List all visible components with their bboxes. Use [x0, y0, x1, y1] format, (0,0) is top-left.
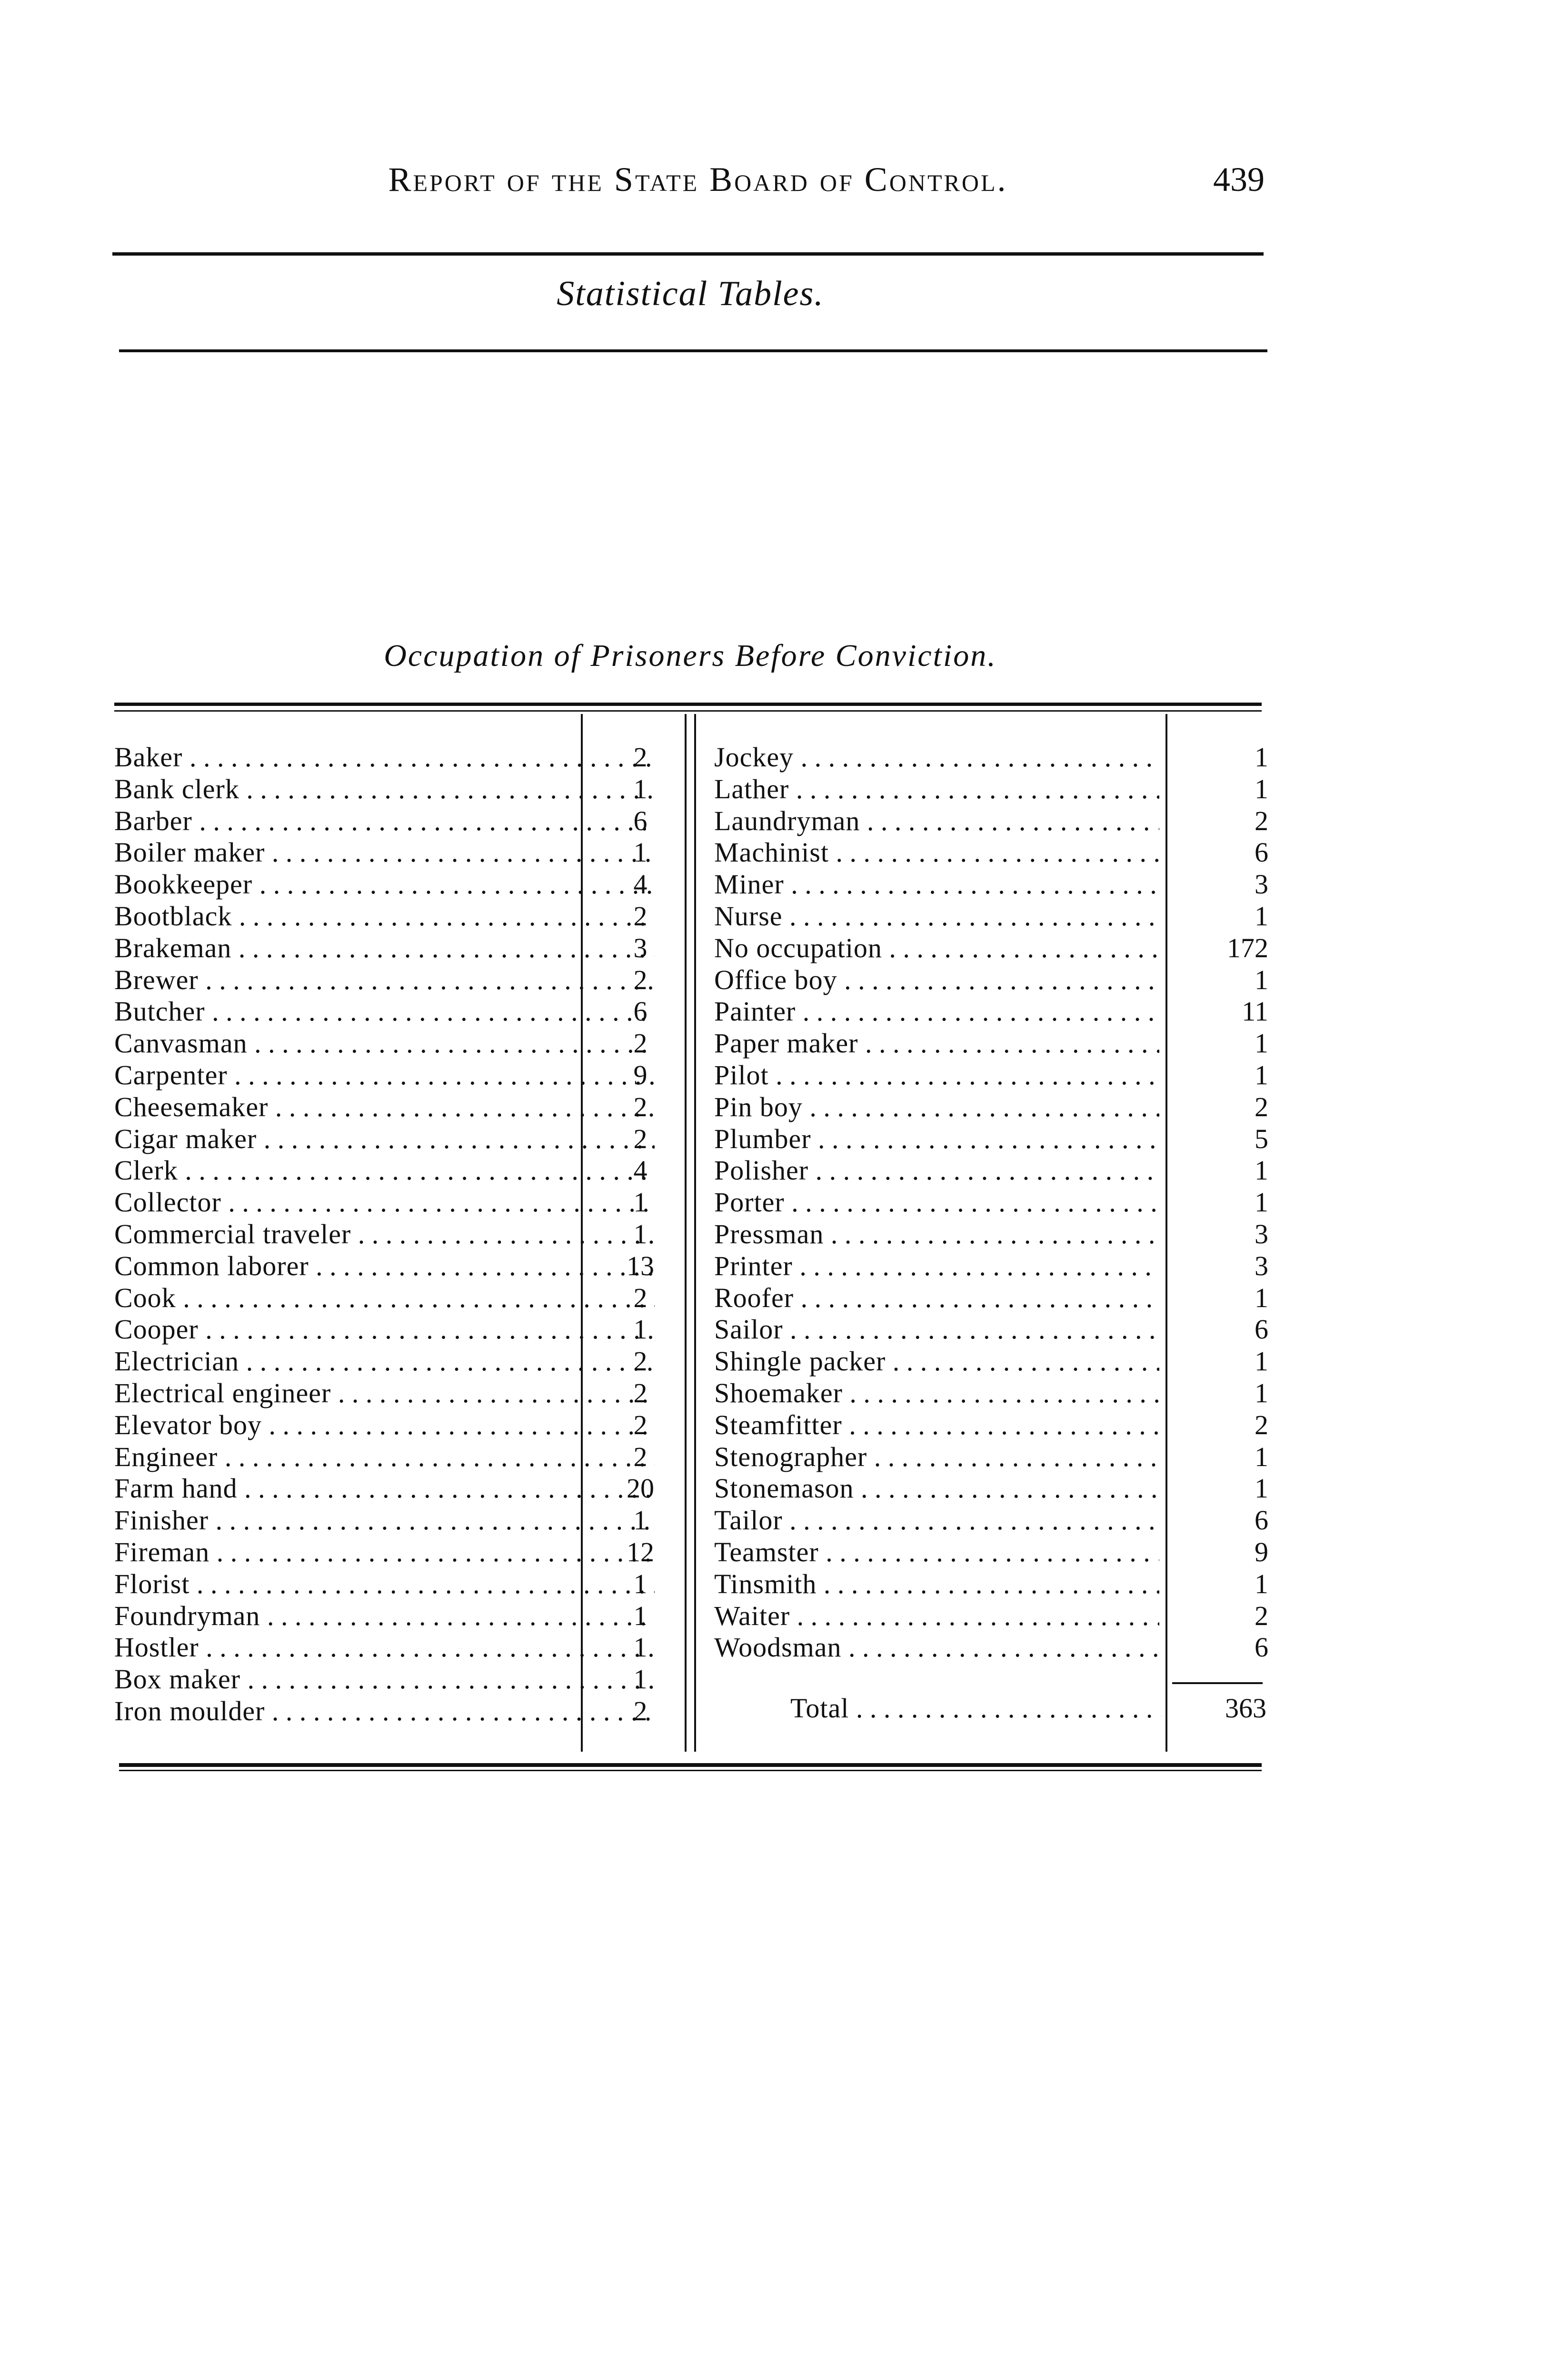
occupation-label: Bookkeeper . . . — [114, 869, 655, 901]
occupation-label: Cigar maker . . . — [114, 1123, 655, 1155]
section-rule — [119, 349, 1267, 352]
table-row — [114, 1441, 657, 1473]
occupation-count: 2 — [633, 1346, 648, 1377]
occupation-label: Canvasman . . . — [114, 1028, 655, 1060]
occupation-label: Jockey . . . — [714, 742, 1159, 774]
occupation-label: Woodsman . . . — [714, 1632, 1159, 1664]
table-row — [114, 964, 657, 996]
occupation-label: Common laborer . . . — [114, 1250, 655, 1282]
table-row — [714, 1155, 1190, 1187]
occupation-count: 1 — [1255, 1282, 1268, 1313]
occupation-count: 9 — [1255, 1536, 1268, 1567]
occupation-count: 2 — [633, 1282, 648, 1313]
occupation-count: 1 — [1255, 1441, 1268, 1472]
left-occupation-column — [114, 742, 657, 1727]
table-row — [114, 1028, 657, 1060]
occupation-label: Steamfitter . . . — [714, 1409, 1159, 1441]
occupation-label: Shingle packer . . . — [714, 1346, 1159, 1378]
occupation-count: 9 — [633, 1059, 648, 1091]
occupation-label: Cheesemaker . . . — [114, 1091, 655, 1123]
occupation-label: Tinsmith . . . — [714, 1568, 1159, 1600]
occupation-label: Engineer . . . — [114, 1441, 655, 1473]
occupation-count: 6 — [633, 996, 648, 1027]
occupation-label: Waiter . . . — [714, 1600, 1159, 1632]
table-row — [114, 901, 657, 932]
table-row — [114, 1378, 657, 1409]
table-row — [714, 1187, 1190, 1219]
table-bottom-rule — [119, 1763, 1262, 1767]
occupation-label: Sailor . . . — [714, 1314, 1159, 1346]
occupation-count: 11 — [1242, 996, 1268, 1027]
header-rule — [112, 252, 1264, 256]
occupation-label: Paper maker . . . — [714, 1028, 1159, 1060]
occupation-label: Cook . . . — [114, 1282, 655, 1314]
occupation-label: Nurse . . . — [714, 901, 1159, 932]
table-row — [714, 1505, 1190, 1537]
occupation-count: 2 — [1255, 1600, 1268, 1631]
table-row — [714, 1028, 1190, 1060]
occupation-count: 1 — [633, 1600, 648, 1631]
occupation-count: 12 — [627, 1536, 654, 1567]
occupation-label: Stonemason . . . — [714, 1473, 1159, 1505]
table-row — [114, 1632, 657, 1664]
occupation-count: 3 — [1255, 1250, 1268, 1281]
left-count-column — [581, 742, 700, 1727]
occupation-count: 1 — [1255, 1568, 1268, 1599]
table-row — [714, 1123, 1190, 1155]
table-row — [714, 1409, 1190, 1441]
occupation-count: 1 — [1255, 900, 1268, 932]
table-row — [714, 1473, 1190, 1505]
occupation-count: 1 — [1255, 1377, 1268, 1408]
table-row — [714, 1346, 1190, 1378]
occupation-count: 2 — [633, 964, 648, 995]
occupation-label: Electrician . . . — [114, 1346, 655, 1378]
occupation-count: 2 — [633, 742, 648, 773]
table-row — [714, 1600, 1190, 1632]
table-row — [714, 1250, 1190, 1282]
table-row — [114, 1696, 657, 1727]
occupation-count: 1 — [1255, 1155, 1268, 1186]
occupation-count: 1 — [633, 1664, 648, 1695]
occupation-label: Hostler . . . — [114, 1632, 655, 1664]
occupation-count: 13 — [627, 1250, 654, 1281]
occupation-label: Brakeman . . . — [114, 932, 655, 964]
occupation-count: 1 — [1255, 1187, 1268, 1218]
occupation-label: Roofer . . . — [714, 1282, 1159, 1314]
occupation-label: Painter . . . — [714, 996, 1159, 1028]
table-row — [714, 1441, 1190, 1473]
table-row — [114, 1123, 657, 1155]
occupation-label: Laundryman . . . — [714, 805, 1159, 837]
occupation-label: Pin boy . . . — [714, 1091, 1159, 1123]
table-row — [114, 996, 657, 1028]
occupation-count: 1 — [1255, 1346, 1268, 1377]
occupation-count: 6 — [1255, 837, 1268, 868]
occupation-count: 6 — [633, 805, 648, 836]
table-top-rule-thin — [114, 710, 1262, 712]
occupation-label: Collector . . . — [114, 1187, 655, 1219]
occupation-count: 1 — [1255, 1028, 1268, 1059]
occupation-label: Commercial traveler . . . — [114, 1219, 655, 1250]
table-row — [114, 869, 657, 901]
table-row — [114, 932, 657, 964]
occupation-count: 4 — [633, 1155, 648, 1186]
right-count-column — [1171, 742, 1271, 1664]
occupation-label: Barber . . . — [114, 805, 655, 837]
table-bottom-rule-thin — [119, 1770, 1262, 1771]
occupation-label: Cooper . . . — [114, 1314, 655, 1346]
occupation-label: Shoemaker . . . — [714, 1378, 1159, 1409]
occupation-count: 6 — [1255, 1505, 1268, 1536]
table-row — [114, 805, 657, 837]
total-label: Total . . . — [790, 1692, 1162, 1725]
table-row — [114, 1473, 657, 1505]
table-row — [114, 1537, 657, 1568]
occupation-count: 1 — [1255, 1473, 1268, 1504]
occupation-count: 1 — [1255, 773, 1268, 804]
table-row — [714, 1632, 1190, 1664]
occupation-label: Plumber . . . — [714, 1123, 1159, 1155]
occupation-label: Office boy . . . — [714, 964, 1159, 996]
total-rule — [1172, 1682, 1263, 1684]
occupation-count: 2 — [633, 1441, 648, 1472]
occupation-label: No occupation . . . — [714, 932, 1159, 964]
table-row — [714, 837, 1190, 869]
table-row — [714, 996, 1190, 1028]
occupation-label: Printer . . . — [714, 1250, 1159, 1282]
occupation-label: Elevator boy . . . — [114, 1409, 655, 1441]
occupation-label: Butcher . . . — [114, 996, 655, 1028]
table-row — [114, 1568, 657, 1600]
occupation-count: 2 — [1255, 805, 1268, 836]
occupation-label: Box maker . . . — [114, 1664, 655, 1696]
occupation-count: 1 — [633, 773, 648, 804]
occupation-count: 3 — [633, 932, 648, 963]
table-row — [114, 1314, 657, 1346]
table-row — [114, 1346, 657, 1378]
occupation-count: 6 — [1255, 1632, 1268, 1663]
occupation-count: 2 — [633, 1409, 648, 1440]
table-row — [114, 1409, 657, 1441]
table-row — [114, 1219, 657, 1250]
table-row — [114, 1664, 657, 1696]
occupation-label: Finisher . . . — [114, 1505, 655, 1537]
running-head — [289, 160, 1265, 212]
occupation-label: Brewer . . . — [114, 964, 655, 996]
table-row — [114, 742, 657, 774]
page-number: 439 — [1213, 160, 1265, 198]
occupation-label: Bootblack . . . — [114, 901, 655, 932]
occupation-label: Pilot . . . — [714, 1060, 1159, 1091]
table-row — [114, 1187, 657, 1219]
occupation-count: 2 — [633, 1377, 648, 1408]
occupation-label: Foundryman . . . — [114, 1600, 655, 1632]
occupation-label: Miner . . . — [714, 869, 1159, 901]
occupation-label: Machinist . . . — [714, 837, 1159, 869]
table-row — [114, 1505, 657, 1537]
occupation-count: 1 — [633, 1505, 648, 1536]
occupation-label: Teamster . . . — [714, 1537, 1159, 1568]
occupation-label: Bank clerk . . . — [114, 774, 655, 805]
table-row — [114, 774, 657, 805]
occupation-label: Farm hand . . . — [114, 1473, 655, 1505]
section-title: Statistical Tables. — [557, 274, 824, 313]
occupation-count: 1 — [633, 1187, 648, 1218]
table-row — [114, 1282, 657, 1314]
table-row — [114, 1091, 657, 1123]
occupation-label: Baker . . . — [114, 742, 655, 774]
occupation-count: 1 — [633, 1568, 648, 1599]
occupation-count: 2 — [633, 1695, 648, 1726]
table-row — [714, 1282, 1190, 1314]
occupation-count: 2 — [1255, 1091, 1268, 1122]
table-row — [714, 1314, 1190, 1346]
table-row — [114, 1600, 657, 1632]
occupation-count: 1 — [633, 837, 648, 868]
occupation-count: 4 — [633, 869, 648, 900]
occupation-label: Pressman . . . — [714, 1219, 1159, 1250]
table-row — [114, 1250, 657, 1282]
occupation-label: Clerk . . . — [114, 1155, 655, 1187]
occupation-count: 1 — [633, 1314, 648, 1345]
table-row — [714, 964, 1190, 996]
table-row — [714, 1060, 1190, 1091]
occupation-label: Stenographer . . . — [714, 1441, 1159, 1473]
occupation-count: 2 — [633, 1028, 648, 1059]
table-row — [714, 742, 1190, 774]
total-value: 363 — [1225, 1693, 1266, 1724]
occupation-count: 3 — [1255, 869, 1268, 900]
occupation-count: 172 — [1227, 932, 1268, 963]
occupation-count: 1 — [1255, 964, 1268, 995]
table-row — [114, 1155, 657, 1187]
occupation-label: Porter . . . — [714, 1187, 1159, 1219]
occupation-count: 2 — [633, 900, 648, 932]
table-row — [714, 1568, 1190, 1600]
occupation-label: Polisher . . . — [714, 1155, 1159, 1187]
occupation-label: Fireman . . . — [114, 1537, 655, 1568]
occupation-label: Lather . . . — [714, 774, 1159, 805]
occupation-count: 1 — [633, 1632, 648, 1663]
occupation-count: 2 — [633, 1123, 648, 1154]
table-row — [714, 869, 1190, 901]
right-occupation-column — [714, 742, 1190, 1664]
occupation-count: 6 — [1255, 1314, 1268, 1345]
running-title: Report of the State Board of Control. — [388, 160, 1008, 198]
occupation-count: 1 — [633, 1218, 648, 1250]
table-top-rule — [114, 703, 1262, 706]
occupation-count: 3 — [1255, 1218, 1268, 1250]
table-row — [714, 901, 1190, 932]
occupation-count: 20 — [627, 1473, 654, 1504]
occupation-label: Carpenter . . . — [114, 1060, 655, 1091]
occupation-label: Tailor . . . — [714, 1505, 1159, 1537]
occupation-count: 1 — [1255, 742, 1268, 773]
table-row — [114, 1060, 657, 1091]
table-row — [714, 805, 1190, 837]
occupation-count: 2 — [633, 1091, 648, 1122]
occupation-count: 1 — [1255, 1059, 1268, 1091]
table-row — [714, 1219, 1190, 1250]
table-row — [714, 932, 1190, 964]
occupation-label: Electrical engineer . . . — [114, 1378, 655, 1409]
table-row — [114, 837, 657, 869]
table-row — [714, 774, 1190, 805]
occupation-count: 5 — [1255, 1123, 1268, 1154]
table-row — [714, 1378, 1190, 1409]
table-row — [714, 1091, 1190, 1123]
table-row — [714, 1537, 1190, 1568]
occupation-label: Boiler maker . . . — [114, 837, 655, 869]
occupation-label: Florist . . . — [114, 1568, 655, 1600]
occupation-label: Iron moulder . . . — [114, 1696, 655, 1727]
occupation-count: 2 — [1255, 1409, 1268, 1440]
table-title: Occupation of Prisoners Before Conviction. — [384, 638, 997, 673]
